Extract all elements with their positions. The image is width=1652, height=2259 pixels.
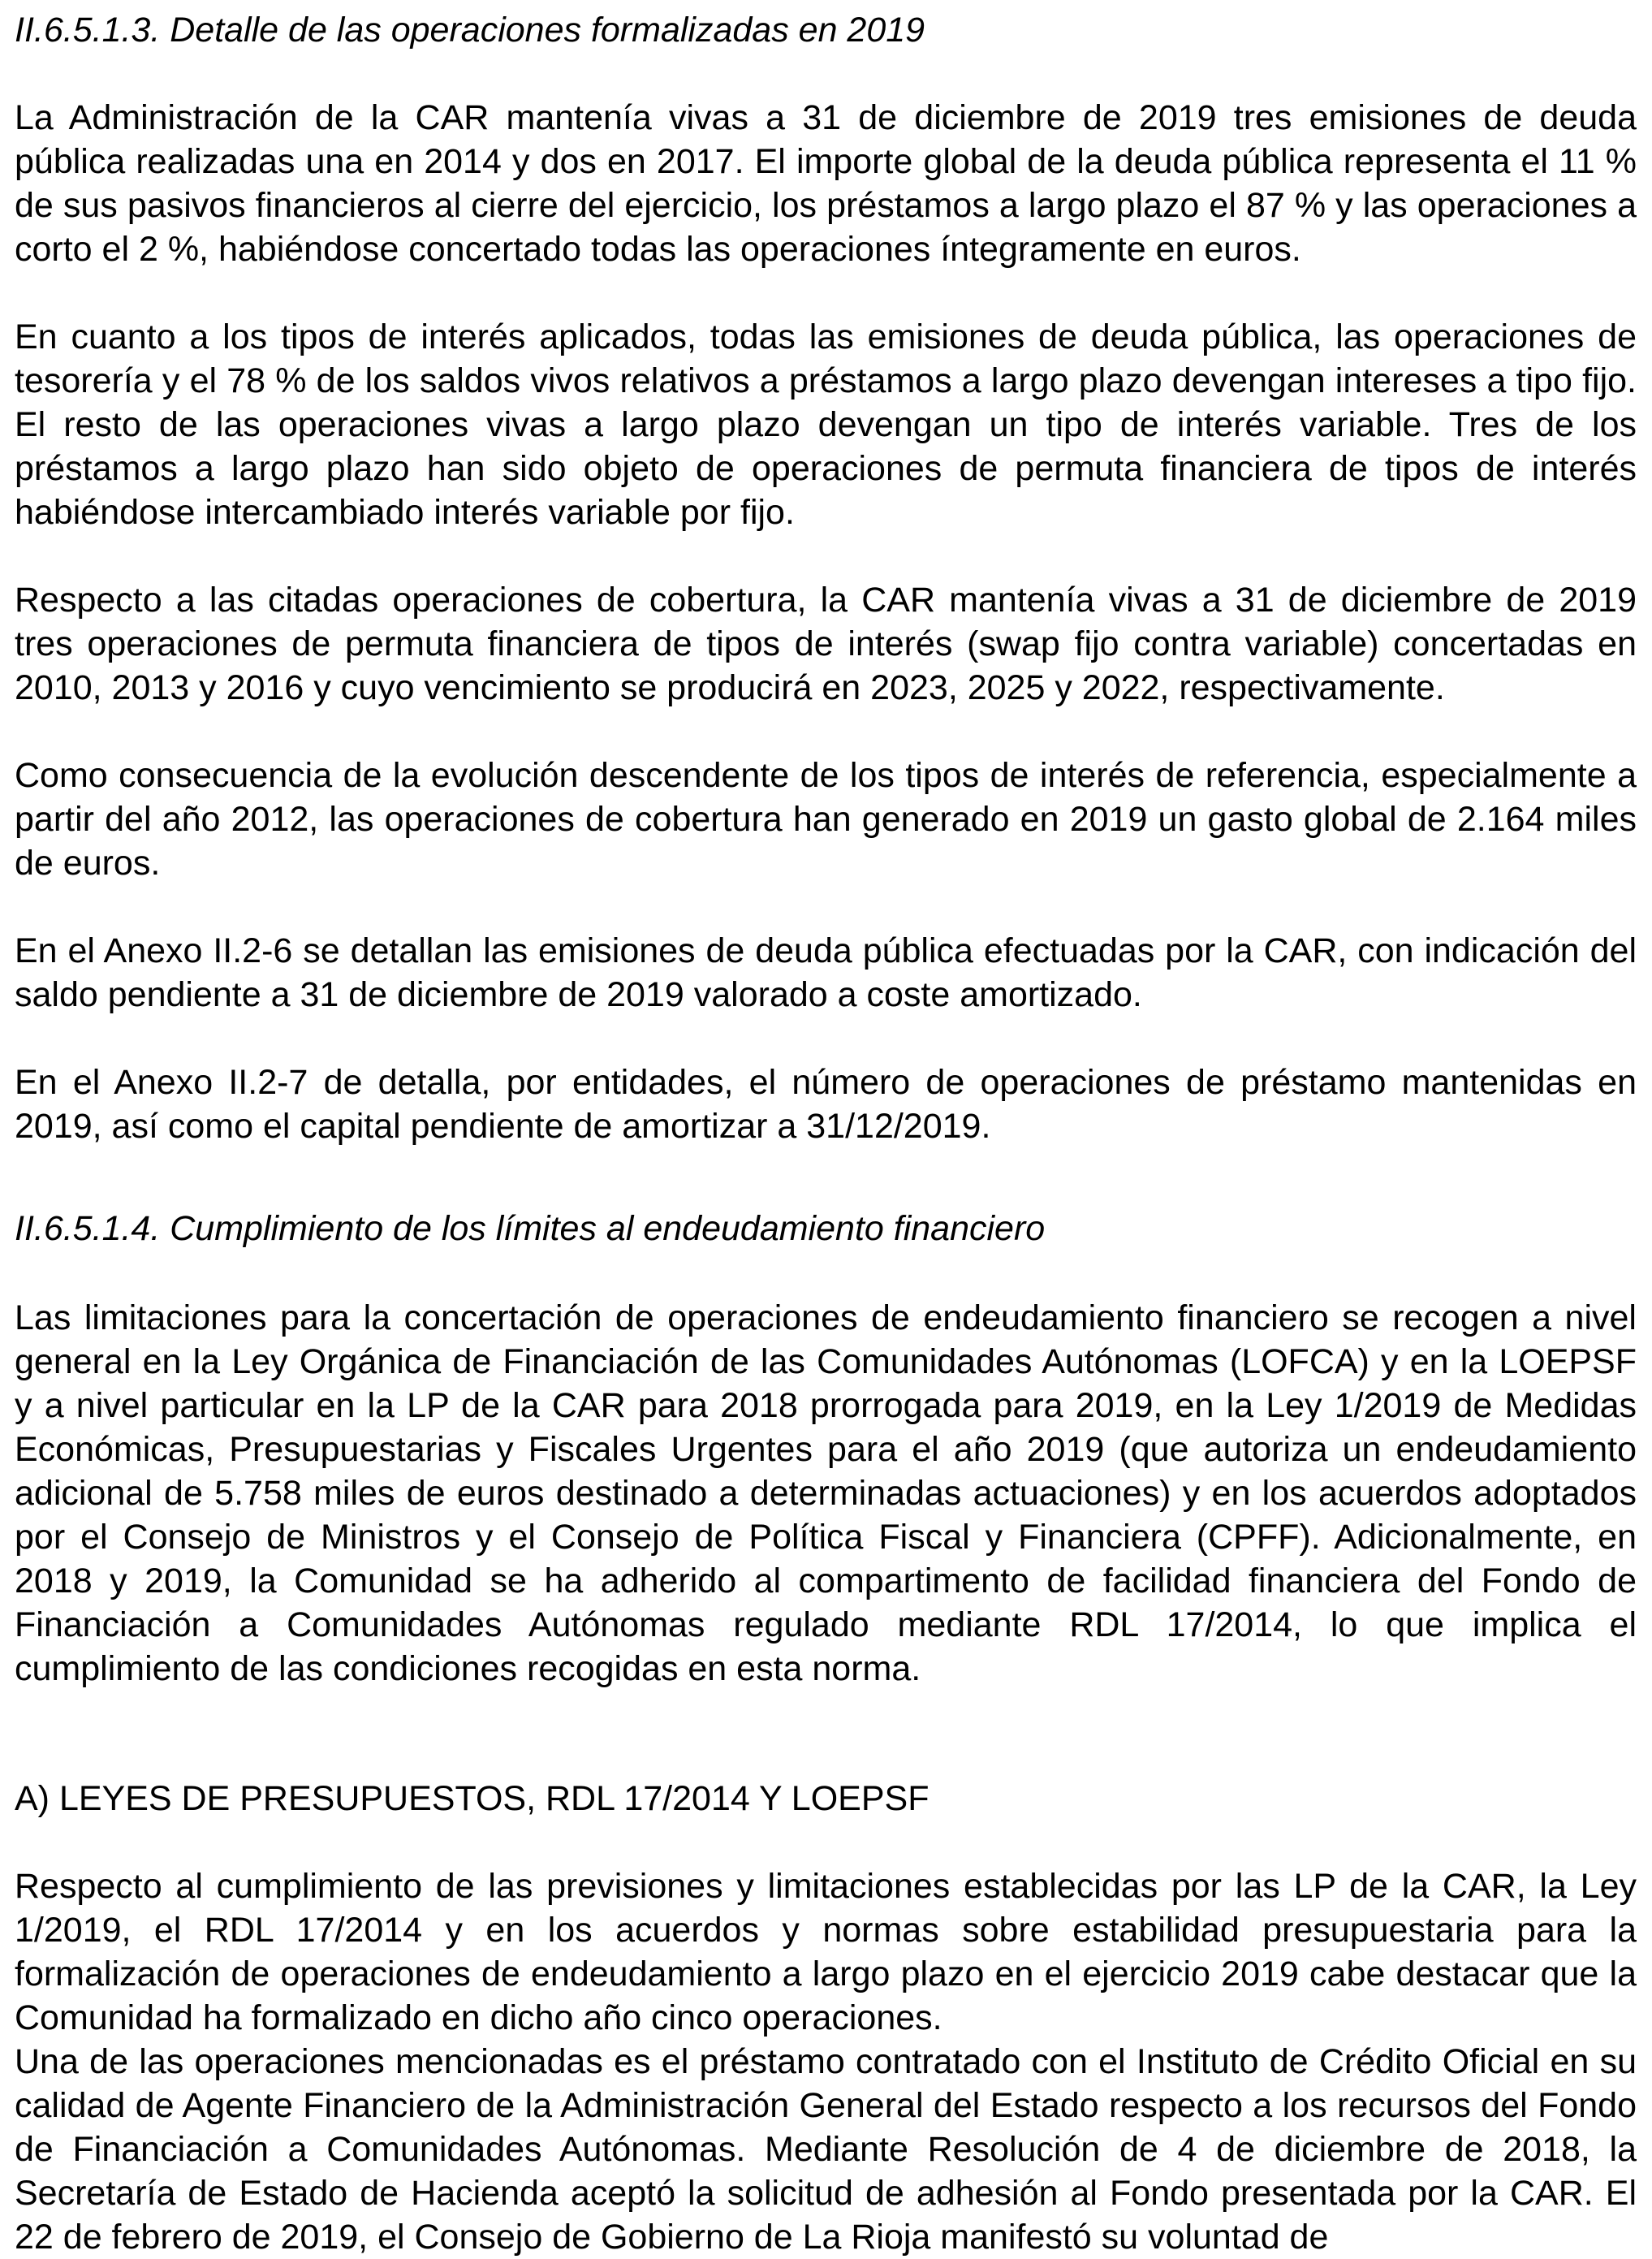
paragraph-operaciones-cobertura: Respecto a las citadas operaciones de cobertura, la CAR mantenía vivas a 31 de diciembre de 2019 tres operaciones de permuta financiera de tipos de interés (swap fijo contra variable) concertadas en 2010, 2013 y 2016 y cuyo vencimiento se producirá en 2023, 2025 y 2022, respectivamente. — [15, 581, 1637, 707]
paragraph-emisiones-deuda: La Administración de la CAR mantenía vivas a 31 de diciembre de 2019 tres emisiones de deuda pública realizadas una en 2014 y dos en 2017. El importe global de la deuda pública representa el 11 % de sus pasivos financieros al cierre del ejercicio, los préstamos a largo plazo el 87 % y las operaciones a corto el 2 %, habiéndose concertado todas las operaciones íntegramente en euros. — [15, 98, 1637, 269]
paragraph-tipos-interes: En cuanto a los tipos de interés aplicados, todas las emisiones de deuda pública, las operaciones de tesorería y el 78 % de los saldos vivos relativos a préstamos a largo plazo devengan intereses a tipo fijo. El resto de las operaciones vivas a largo plazo devengan un tipo de interés variable. Tres de los préstamos a largo plazo han sido objeto de operaciones de permuta financiera de tipos de interés habiéndose intercambiado interés variable por fijo. — [15, 317, 1637, 532]
paragraph-cumplimiento-previsiones: Respecto al cumplimiento de las previsiones y limitaciones establecidas por las LP de la CAR, la Ley 1/2019, el RDL 17/2014 y en los acuerdos y normas sobre estabilidad presupuestaria para la formalización de operaciones de endeudamiento a largo plazo en el ejercicio 2019 cabe destacar que la Comunidad ha formalizado en dicho año cinco operaciones. — [15, 1867, 1637, 2037]
paragraph-prestamo-ico: Una de las operaciones mencionadas es el préstamo contratado con el Instituto de Crédito Oficial en su calidad de Agente Financiero de la Administración General del Estado respecto a los recursos del Fondo de Financiación a Comunidades Autónomas. Mediante Resolución de 4 de diciembre de 2018, la Secretaría de Estado de Hacienda aceptó la solicitud de adhesión al Fondo presentada por la CAR. El 22 de febrero de 2019, el Consejo de Gobierno de La Rioja manifestó su voluntad de — [15, 2042, 1637, 2257]
paragraph-anexo-2-7: En el Anexo II.2-7 de detalla, por entidades, el número de operaciones de préstamo mantenidas en 2019, así como el capital pendiente de amortizar a 31/12/2019. — [15, 1063, 1637, 1146]
section-heading-operaciones-formalizadas: II.6.5.1.3. Detalle de las operaciones formalizadas en 2019 — [15, 11, 925, 50]
section-heading-limites-endeudamiento: II.6.5.1.4. Cumplimiento de los límites al endeudamiento financiero — [15, 1209, 1046, 1248]
paragraph-anexo-2-6: En el Anexo II.2-6 se detallan las emisiones de deuda pública efectuadas por la CAR, con indicación del saldo pendiente a 31 de diciembre de 2019 valorado a coste amortizado. — [15, 931, 1637, 1014]
subsection-heading-leyes-presupuestos: A) LEYES DE PRESUPUESTOS, RDL 17/2014 Y LOEPSF — [15, 1779, 930, 1818]
paragraph-evolucion-tipos: Como consecuencia de la evolución descendente de los tipos de interés de referencia, especialmente a partir del año 2012, las operaciones de cobertura han generado en 2019 un gasto global de 2.164 miles de euros. — [15, 756, 1637, 883]
paragraph-limitaciones: Las limitaciones para la concertación de operaciones de endeudamiento financiero se recogen a nivel general en la Ley Orgánica de Financiación de las Comunidades Autónomas (LOFCA) y en la LOEPSF y a nivel particular en la LP de la CAR para 2018 prorrogada para 2019, en la Ley 1/2019 de Medidas Económicas, Presupuestarias y Fiscales Urgentes para el año 2019 (que autoriza un endeudamiento adicional de 5.758 miles de euros destinado a determinadas actuaciones) y en los acuerdos adoptados por el Consejo de Ministros y el Consejo de Política Fiscal y Financiera (CPFF). Adicionalmente, en 2018 y 2019, la Comunidad se ha adherido al compartimento de facilidad financiera del Fondo de Financiación a Comunidades Autónomas regulado mediante RDL 17/2014, lo que implica el cumplimiento de las condiciones recogidas en esta norma. — [15, 1298, 1637, 1688]
